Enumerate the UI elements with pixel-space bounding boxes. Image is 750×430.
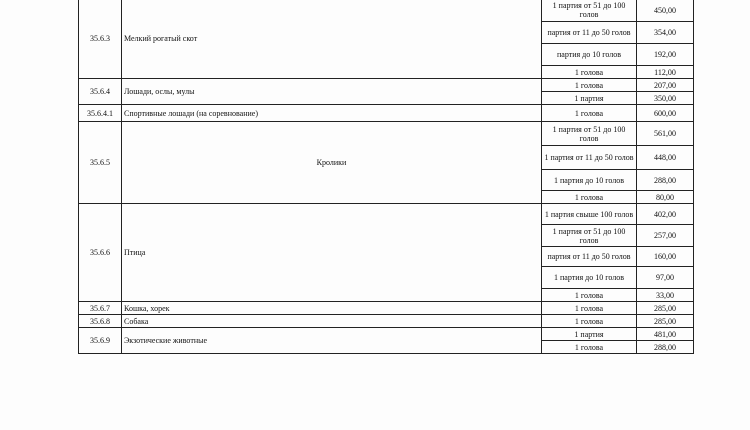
price-value: 192,00 [637, 44, 694, 66]
price-value: 481,00 [637, 328, 694, 341]
price-value: 288,00 [637, 170, 694, 191]
price-table [78, 0, 694, 354]
price-value: 257,00 [637, 225, 694, 247]
unit-of-measure: 1 партия свыше 100 голов [542, 204, 637, 225]
price-value: 80,00 [637, 191, 694, 204]
unit-of-measure: 1 партия [542, 328, 637, 341]
unit-of-measure: 1 голова [542, 191, 637, 204]
unit-of-measure: 1 партия от 51 до 100 голов [542, 225, 637, 247]
price-value: 112,00 [637, 66, 694, 79]
unit-of-measure: 1 партия от 11 до 50 голов [542, 146, 637, 170]
unit-of-measure: 1 партия до 10 голов [542, 170, 637, 191]
item-code: 35.6.7 [79, 302, 122, 315]
item-code: 35.6.5 [79, 122, 122, 204]
table-row [79, 302, 694, 315]
unit-of-measure: 1 партия до 10 голов [542, 267, 637, 289]
table-row [79, 315, 694, 328]
table-row [79, 105, 694, 122]
price-value: 207,00 [637, 79, 694, 92]
unit-of-measure: 1 голова [542, 79, 637, 92]
item-name: Мелкий рогатый скот [122, 0, 542, 79]
table-row [79, 79, 694, 92]
item-name: Собака [122, 315, 542, 328]
item-name: Экзотические животные [122, 328, 542, 354]
price-value: 285,00 [637, 302, 694, 315]
price-value: 350,00 [637, 92, 694, 105]
unit-of-measure: 1 партия от 51 до 100 голов [542, 122, 637, 146]
price-value: 33,00 [637, 289, 694, 302]
price-value: 600,00 [637, 105, 694, 122]
unit-of-measure: 1 партия [542, 92, 637, 105]
unit-of-measure: партия до 10 голов [542, 44, 637, 66]
price-value: 561,00 [637, 122, 694, 146]
item-code: 35.6.9 [79, 328, 122, 354]
item-name: Кошка, хорек [122, 302, 542, 315]
item-name: Лошади, ослы, мулы [122, 79, 542, 105]
unit-of-measure: партия от 11 до 50 голов [542, 22, 637, 44]
price-value: 402,00 [637, 204, 694, 225]
table-row [79, 122, 694, 146]
unit-of-measure: 1 голова [542, 315, 637, 328]
unit-of-measure: 1 голова [542, 105, 637, 122]
item-code: 35.6.6 [79, 204, 122, 302]
unit-of-measure: партия от 11 до 50 голов [542, 247, 637, 267]
item-code: 35.6.4.1 [79, 105, 122, 122]
price-value: 450,00 [637, 0, 694, 22]
table-row [79, 328, 694, 341]
price-value: 97,00 [637, 267, 694, 289]
table-row [79, 204, 694, 225]
unit-of-measure: 1 голова [542, 302, 637, 315]
price-value: 354,00 [637, 22, 694, 44]
unit-of-measure: 1 голова [542, 66, 637, 79]
unit-of-measure: 1 голова [542, 341, 637, 354]
item-name: Кролики [122, 122, 542, 204]
table-row [79, 0, 694, 22]
item-code: 35.6.8 [79, 315, 122, 328]
item-name: Птица [122, 204, 542, 302]
price-value: 285,00 [637, 315, 694, 328]
item-code: 35.6.3 [79, 0, 122, 79]
price-value: 448,00 [637, 146, 694, 170]
price-value: 160,00 [637, 247, 694, 267]
item-name: Спортивные лошади (на соревнование) [122, 105, 542, 122]
price-value: 288,00 [637, 341, 694, 354]
unit-of-measure: 1 партия от 51 до 100 голов [542, 0, 637, 22]
unit-of-measure: 1 голова [542, 289, 637, 302]
item-code: 35.6.4 [79, 79, 122, 105]
